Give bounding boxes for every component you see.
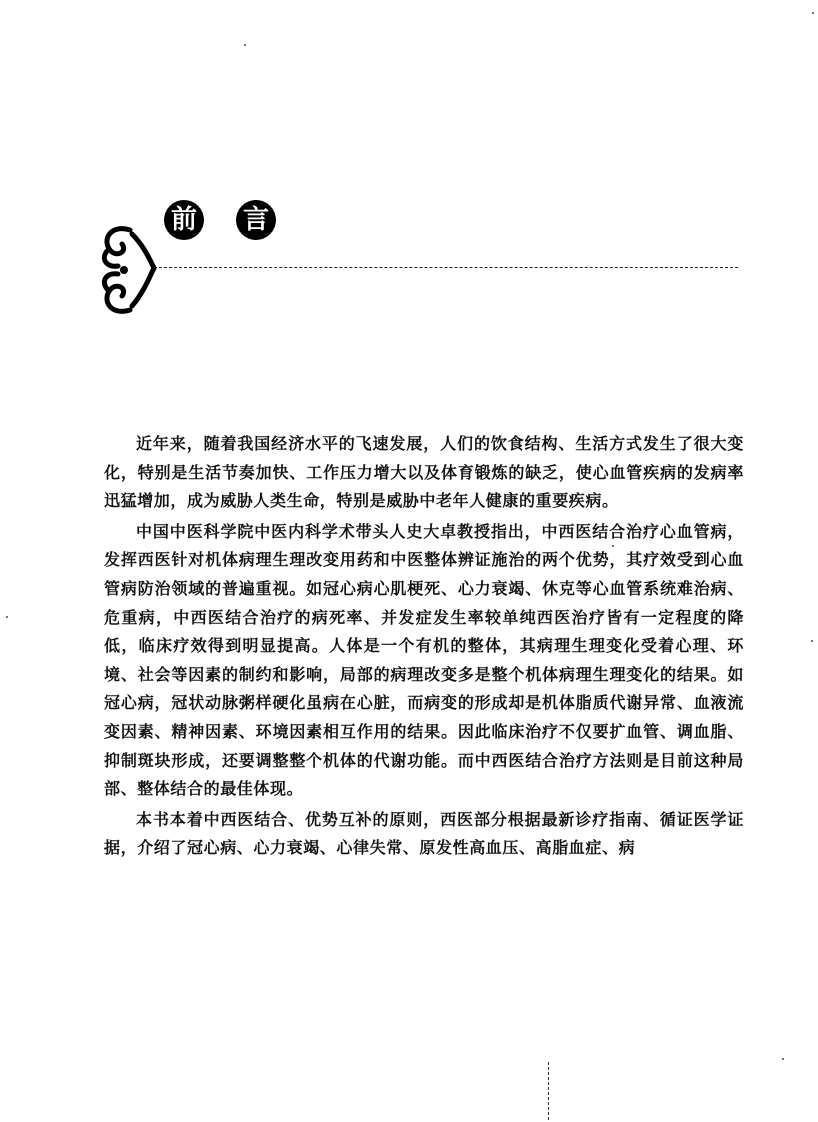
gutter-mark [548, 1062, 549, 1120]
heading-char-1: 前 [164, 200, 204, 240]
dashed-rule [154, 267, 738, 268]
preface-body [104, 430, 744, 865]
paragraph-2: 中国中医科学院中医内科学术带头人史大卓教授指出，中西医结合治疗心血管病，发挥西医针对机体病理生理改变用药和中医整体辨证施治的两个优势，其疗效受到心血管病防治领域的普遍重视。如冠心病心肌梗死、心力衰竭、休克等心血管系统难治病、危重病，中西医结合治疗的病死率、并发症发生率较单纯西医治疗皆有一定程度的降低，临床疗效得到明显提高。人体是一个有机的整体，其病理生理变化受着心理、环境、社会等因素的制约和影响，局部的病理改变多是整个机体病理生理变化的结果。如冠心病，冠状动脉粥样硬化虽病在心脏，而病变的形成却是机体脂质代谢异常、血液流变因素、精神因素、环境因素相互作用的结果。因此临床治疗不仅要扩血管、调血脂、抑制斑块形成，还要调整整个机体的代谢功能。而中西医结合治疗方法则是目前这种局部、整体结合的最佳体现。 [104, 521, 744, 799]
cloud-scroll-ornament-icon [96, 210, 160, 330]
paragraph-3: 本书本着中西医结合、优势互补的原则，西医部分根据最新诊疗指南、循证医学证据，介绍了冠心病、心力衰竭、心律失常、原发性高血压、高脂血症、病 [104, 809, 744, 858]
paragraph-1: 近年来，随着我国经济水平的飞速发展，人们的饮食结构、生活方式发生了很大变化，特别是生活节奏加快、工作压力增大以及体育锻炼的缺乏，使心血管疾病的发病率迅猛增加，成为威胁人类生命，特别是威胁中老年人健康的重要疾病。 [104, 434, 744, 511]
heading-char-2: 言 [236, 200, 276, 240]
preface-heading [96, 200, 746, 330]
